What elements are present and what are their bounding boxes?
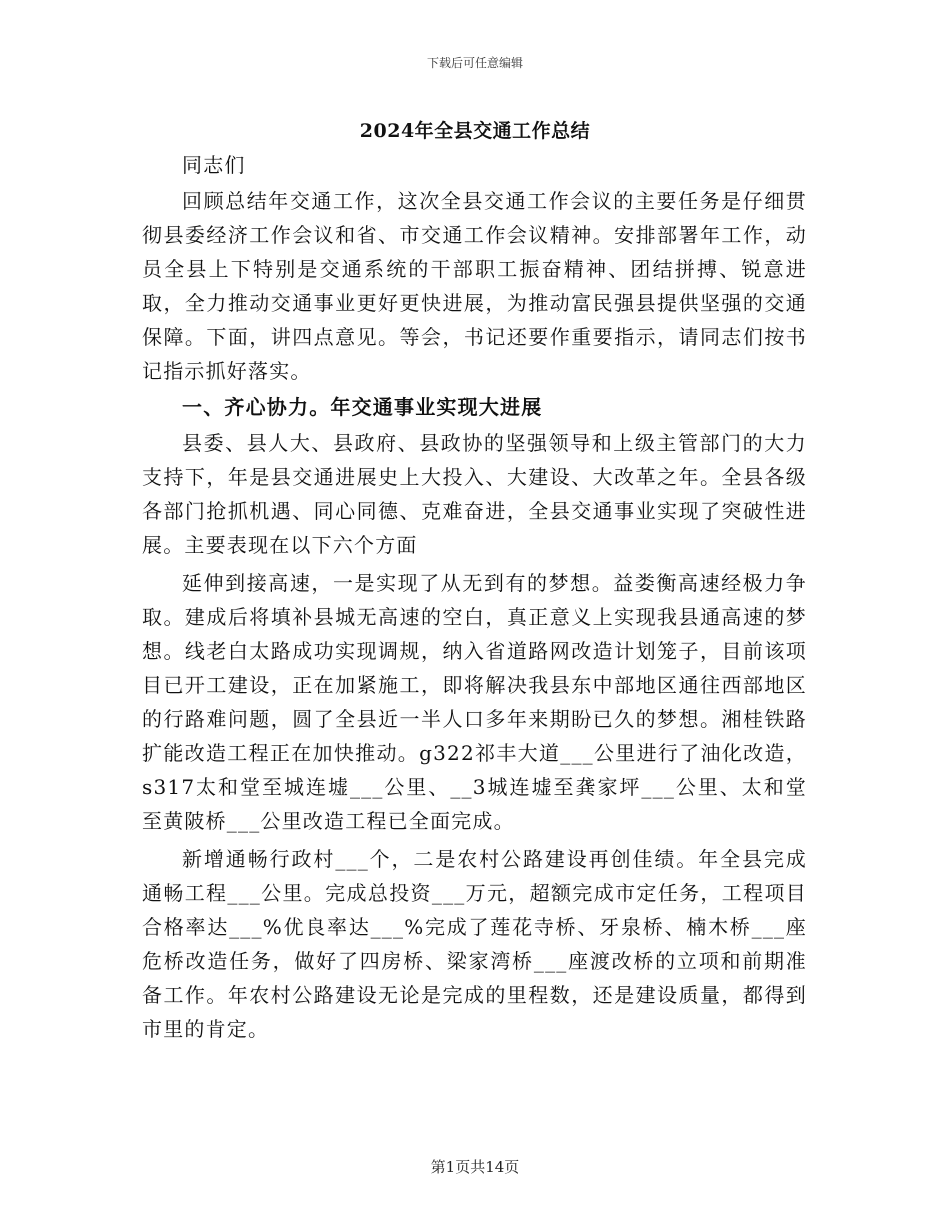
section-heading: 一、齐心协力。年交通事业实现大进展: [182, 395, 543, 419]
salutation-paragraph: 同志们: [182, 153, 246, 177]
intro-paragraph: 回顾总结年交通工作，这次全县交通工作会议的主要任务是仔细贯彻县委经济工作会议和省、市交通工作会议精神。安排部署年工作，动员全县上下特别是交通系统的干部职工振奋精神、团结拼搏、锐意进取，全力推动交通事业更好更快进展，为推动富民强县提供坚强的交通保障。下面，讲四点意见。等会，书记还要作重要指示，请同志们按书记指示抓好落实。: [142, 189, 807, 383]
body-paragraph-2: 延伸到接高速，一是实现了从无到有的梦想。益娄衡高速经极力争取。建成后将填补县城无高速的空白，真正意义上实现我县通高速的梦想。线老白太路成功实现调规，纳入省道路网改造计划笼子，目前该项目已开工建设，正在加紧施工，即将解决我县东中部地区通往西部地区的行路难问题，圆了全县近一半人口多年来期盼已久的梦想。湘桂铁路扩能改造工程正在加快推动。g322祁丰大道___公里进行了油化改造，s317太和堂至城连墟___公里、__3城连墟至龚家坪___公里、太和堂至黄陂桥___公里改造工程已全面完成。: [142, 571, 807, 833]
document-title: 2024年全县交通工作总结: [359, 120, 591, 142]
body-paragraph-1: 县委、县人大、县政府、县政协的坚强领导和上级主管部门的大力支持下，年是县交通进展史上大投入、大建设、大改革之年。全县各级各部门抢抓机遇、同心同德、克难奋进，全县交通事业实现了突破性进展。主要表现在以下六个方面: [142, 431, 807, 557]
body-paragraph-3: 新增通畅行政村___个，二是农村公路建设再创佳绩。年全县完成通畅工程___公里。完成总投资___万元，超额完成市定任务，工程项目合格率达___%优良率达___%完成了莲花寺桥、牙泉桥、楠木桥___座危桥改造任务，做好了四房桥、梁家湾桥___座渡改桥的立项和前期准备工作。年农村公路建设无论是完成的里程数，还是建设质量，都得到市里的肯定。: [142, 847, 807, 1041]
header-note: 下载后可任意编辑: [426, 56, 523, 70]
document-body: [142, 148, 807, 1046]
page-number-footer: 第1页共14页: [430, 1158, 520, 1176]
